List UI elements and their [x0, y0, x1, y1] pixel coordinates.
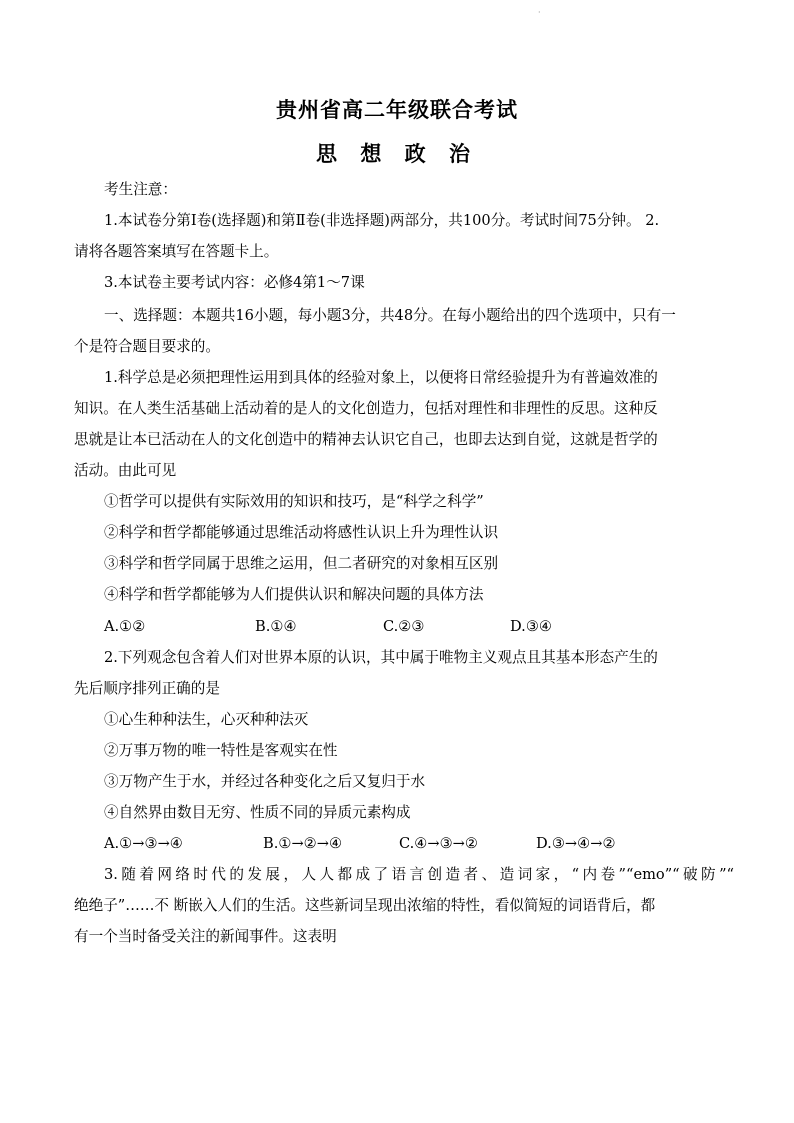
q3-stem-line: 3.随着网络时代的发展，人人都成了语言创造者、造词家，“内卷”“emo”“破防”“: [104, 866, 734, 883]
q2-stem-line: 2.下列观念包含着人们对世界本原的认识，其中属于唯物主义观点且其基本形态产生的: [104, 649, 658, 666]
q2-option-b: B.①→②→④: [263, 835, 343, 852]
q2-statement: ③万物产生于水，并经过各种变化之后又复归于水: [104, 773, 426, 790]
q2-option-d: D.③→④→②: [536, 835, 616, 852]
q1-statement: ②科学和哲学都能够通过思维活动将感性认识上升为理性认识: [104, 524, 499, 541]
q2-statement: ④自然界由数目无穷、性质不同的异质元素构成: [104, 804, 411, 821]
exam-subject: 思 想 政 治: [316, 141, 478, 166]
exam-title: 贵州省高二年级联合考试: [276, 97, 518, 122]
notice-item1-line1: 1.本试卷分第Ⅰ卷(选择题)和第Ⅱ卷(非选择题)两部分，共100分。考试时间75分钟。 2.: [104, 212, 660, 229]
section1-line2: 个是符合题目要求的。: [74, 338, 220, 355]
q1-statement: ④科学和哲学都能够为人们提供认识和解决问题的具体方法: [104, 586, 484, 603]
q1-option-a: A.①②: [104, 618, 146, 635]
q1-option-d: D.③④: [510, 618, 552, 635]
q1-stem-line: 1.科学总是必须把理性运用到具体的经验对象上，以便将日常经验提升为有普遍效准的: [104, 369, 658, 386]
q2-stem-line: 先后顺序排列正确的是: [74, 680, 220, 697]
q3-stem-line: 绝绝子”……不 断嵌入人们的生活。这些新词呈现出浓缩的特性，看似简短的词语背后，都: [74, 897, 656, 914]
q1-stem-line: 思就是让本已活动在人的文化创造中的精神去认识它自己，也即去达到自觉，这就是哲学的: [74, 431, 658, 448]
q3-stem-line: 有一个当时备受关注的新闻事件。这表明: [74, 928, 337, 945]
notice-item3: 3.本试卷主要考试内容：必修4第1～7课: [104, 274, 365, 291]
q1-option-c: C.②③: [383, 618, 425, 635]
q2-option-a: A.①→③→④: [104, 835, 183, 852]
q2-statement: ①心生种种法生，心灭种种法灭: [104, 711, 309, 728]
notice-item1-line2: 请将各题答案填写在答题卡上。: [74, 243, 279, 260]
section1-line1: 一、选择题：本题共16小题，每小题3分，共48分。在每小题给出的四个选项中，只有一: [104, 307, 676, 324]
notice-heading: 考生注意：: [104, 181, 177, 198]
q1-stem-line: 活动。由此可见: [74, 462, 177, 479]
q1-stem-line: 知识。在人类生活基础上活动着的是人的文化创造力，包括对理性和非理性的反思。这种反: [74, 400, 658, 417]
q1-statement: ③科学和哲学同属于思维之运用，但二者研究的对象相互区别: [104, 555, 499, 572]
q2-statement: ②万事万物的唯一特性是客观实在性: [104, 742, 338, 759]
q1-statement: ①哲学可以提供有实际效用的知识和技巧，是“科学之科学”: [104, 493, 484, 510]
header-mark: ·: [538, 8, 541, 17]
q1-option-b: B.①④: [255, 618, 297, 635]
q2-option-c: C.④→③→②: [399, 835, 478, 852]
